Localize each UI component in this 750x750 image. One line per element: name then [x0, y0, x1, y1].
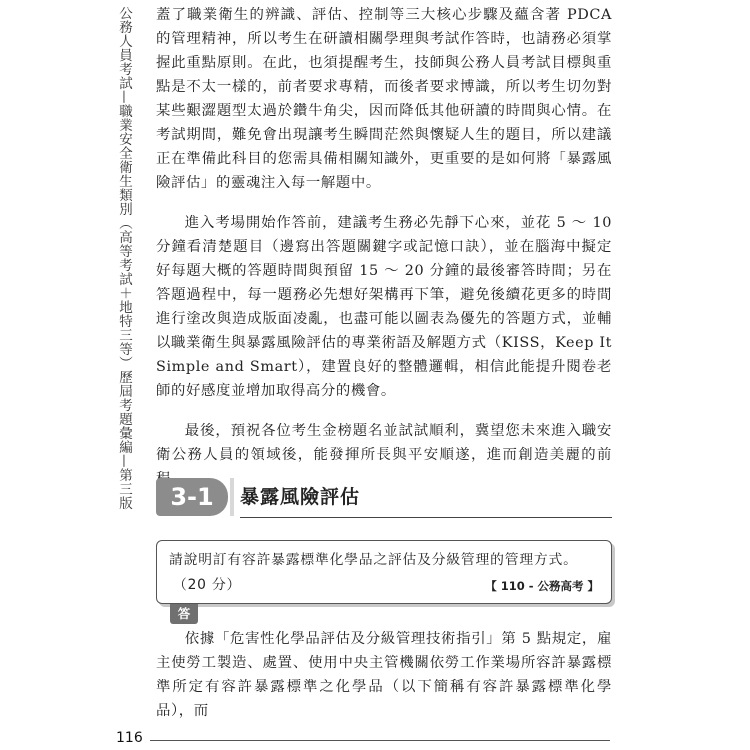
section-title: 暴露風險評估 — [240, 486, 361, 508]
question-source: 【 110 - 公務高考 】 — [485, 579, 599, 593]
intro-paragraph: 進入考場開始作答前，建議考生務必先靜下心來，並花 5 ～ 10 分鐘看清楚題目（邊寫出答題關鍵字或記憶口訣），並在腦海中擬定好每題大概的答題時間與預留 15 ～ 20 分鐘的最後審答時間；另在答題過程中，每一題務必先想好架構再下筆，避免後續花更多的時間進行塗改與造成版面凌亂，也盡可能以圖表為優先的答題方式，並輔以職業衛生與暴露風險評估的專業術語及解題方式（KISS，Keep It Simple and Smart），建置良好的整體邏輯，相信此能提升閱卷老師的好感度並增加取得高分的機會。 — [156, 215, 612, 399]
footer-rule — [150, 740, 610, 741]
running-title: 公務人員考試—職業安全衛生類別（高等考試＋地特三等）歷屆考題彙編—第三版 — [116, 6, 132, 510]
section-number-badge: 3-1 — [156, 478, 228, 516]
intro-paragraph: 最後，預祝各位考生金榜題名並試試順利，冀望您未來進入職安衛公務人員的領域後，能發揮所長與平安順遂，進而創造美麗的前 — [156, 423, 612, 463]
section-heading — [156, 478, 612, 520]
running-header — [112, 6, 136, 510]
answer-badge: 答 — [170, 604, 198, 624]
page-number: 116 — [116, 730, 143, 746]
answer-text: 依據「危害性化學品評估及分級管理技術指引」第 5 點規定，雇主使勞工製造、處置、使用中央主管機關依勞工作業場所容許暴露標準所定有容許暴露標準之化學品（以下簡稱有容許暴露標準化學品），而 — [156, 631, 612, 719]
section-underline — [240, 517, 612, 518]
section-divider — [230, 478, 234, 516]
answer-body — [156, 627, 612, 723]
question-points: （20 分） — [173, 577, 242, 593]
intro-paragraph: 蓋了職業衛生的辨識、評估、控制等三大核心步驟及蘊含著 PDCA 的管理精神，所以考生在研讀相關學理與考試作答時，也請務必須掌握此重點原則。在此，也須提醒考生，技師與公務人員考試目標與重點是不太一樣的，前者要求專精，而後者要求博識，所以考生切勿對某些艱澀題型太過於鑽牛角尖，因而降低其他研讀的時間與心情。在考試期間，難免會出現讓考生瞬間茫然與懷疑人生的題目，所以建議正在準備此科目的您需具備相關知識外，更重要的是如何將「暴露風險評估」的靈魂注入每一解題中。 — [156, 7, 612, 191]
intro-body — [156, 3, 612, 491]
question-box — [156, 540, 612, 604]
question-text: 請說明訂有容許暴露標準化學品之評估及分級管理的管理方式。 — [169, 552, 578, 568]
